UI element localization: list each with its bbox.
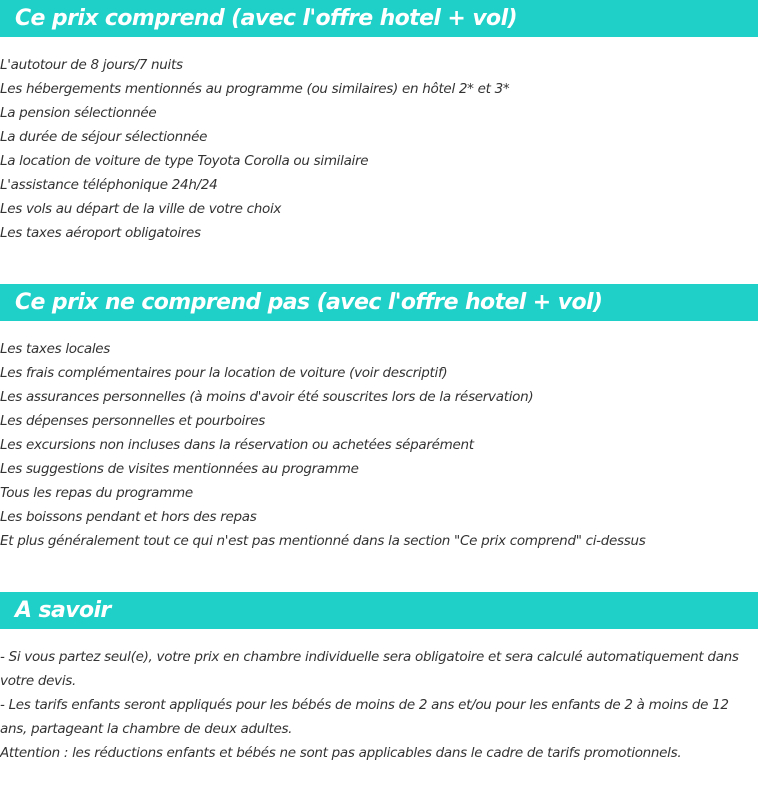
- excluded-item: Les taxes locales: [0, 341, 111, 357]
- included-item: L'autotour de 8 jours/7 nuits: [0, 57, 183, 73]
- info-section-title: A savoir: [0, 592, 758, 629]
- info-notes: [0, 645, 758, 765]
- excluded-section-title: Ce prix ne comprend pas (avec l'offre hotel + vol): [0, 284, 758, 321]
- info-paragraph: Attention : les réductions enfants et bébés ne sont pas applicables dans le cadre de tarifs promotionnels.: [0, 745, 682, 761]
- excluded-list: [0, 337, 758, 553]
- included-item: Les taxes aéroport obligatoires: [0, 225, 201, 241]
- included-section-title: Ce prix comprend (avec l'offre hotel + vol): [0, 0, 758, 37]
- excluded-item: Les assurances personnelles (à moins d'avoir été souscrites lors de la réservation): [0, 389, 534, 405]
- included-list: [0, 53, 758, 245]
- included-item: La durée de séjour sélectionnée: [0, 129, 208, 145]
- excluded-item: Tous les repas du programme: [0, 485, 193, 501]
- excluded-item: Les excursions non incluses dans la réservation ou achetées séparément: [0, 437, 474, 453]
- included-item: Les hébergements mentionnés au programme (ou similaires) en hôtel 2* et 3*: [0, 81, 510, 97]
- excluded-item: Les suggestions de visites mentionnées au programme: [0, 461, 359, 477]
- info-paragraph: - Les tarifs enfants seront appliqués pour les bébés de moins de 2 ans et/ou pour les enfants de 2 à moins de 12 ans, partageant la chambre de deux adultes.: [0, 697, 729, 737]
- excluded-item: Et plus généralement tout ce qui n'est pas mentionné dans la section "Ce prix comprend" ci-dessus: [0, 533, 646, 549]
- included-item: La location de voiture de type Toyota Corolla ou similaire: [0, 153, 369, 169]
- excluded-item: Les boissons pendant et hors des repas: [0, 509, 257, 525]
- included-item: Les vols au départ de la ville de votre choix: [0, 201, 282, 217]
- included-item: L'assistance téléphonique 24h/24: [0, 177, 218, 193]
- excluded-item: Les frais complémentaires pour la location de voiture (voir descriptif): [0, 365, 448, 381]
- included-item: La pension sélectionnée: [0, 105, 157, 121]
- info-paragraph: - Si vous partez seul(e), votre prix en chambre individuelle sera obligatoire et sera calculé automatiquement dans votre devis.: [0, 649, 739, 689]
- excluded-item: Les dépenses personnelles et pourboires: [0, 413, 265, 429]
